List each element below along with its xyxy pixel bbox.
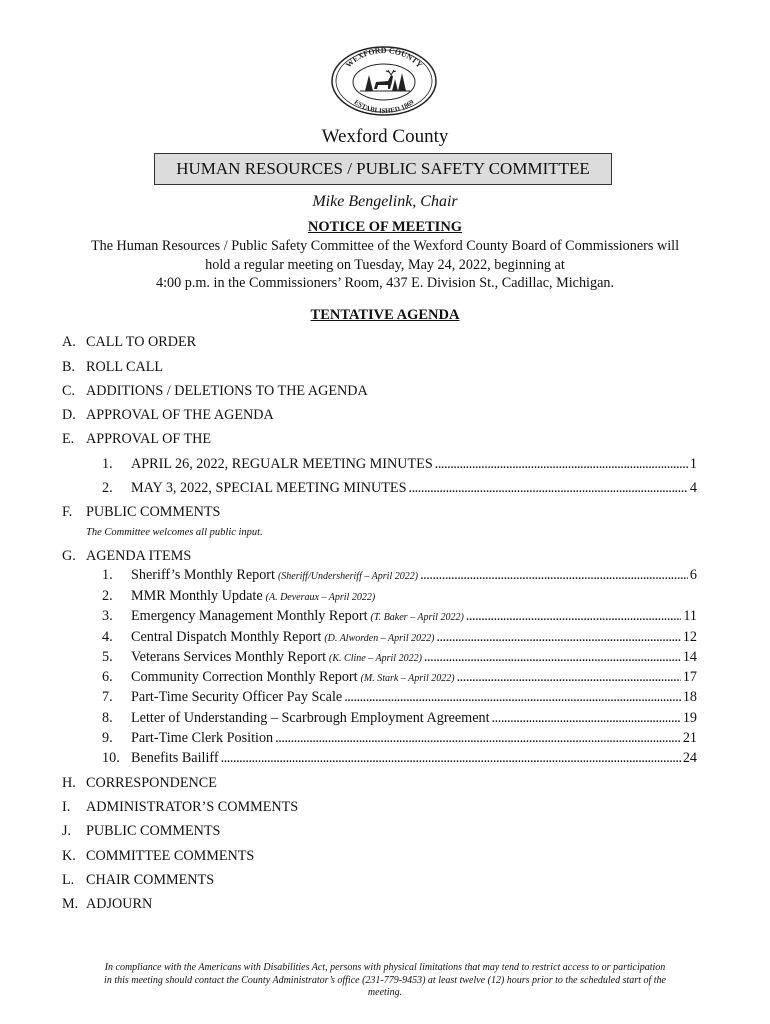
section-text: APPROVAL OF THE AGENDA [86,407,274,423]
item-line [131,689,697,706]
item-line [131,629,697,646]
section-letter: J. [62,823,72,839]
item-number: 9. [102,730,113,746]
notice-line: hold a regular meeting on Tuesday, May 24, 2022, beginning at [205,256,565,273]
item-label: Community Correction Monthly Report [131,669,358,685]
item-page: 21 [682,730,697,746]
section-letter: H. [62,775,76,791]
item-line [131,649,697,666]
leader-dots [221,750,681,767]
item-page: 6 [689,567,697,583]
section-letter: F. [62,504,73,520]
section-text: ADMINISTRATOR’S COMMENTS [86,799,299,815]
section-letter: I. [62,799,71,815]
public-comment-note: The Committee welcomes all public input. [86,527,263,538]
item-label: Central Dispatch Monthly Report [131,629,322,645]
leader-dots [424,649,681,666]
item-line [131,710,697,727]
item-line [131,567,697,584]
item-presenter: (D. Alworden – April 2022) [324,633,435,644]
item-label: Sheriff’s Monthly Report [131,567,275,583]
leader-dots [408,480,687,497]
leader-dots [492,710,681,727]
section-letter: G. [62,548,76,564]
section-letter: B. [62,359,76,375]
leader-dots [457,669,681,686]
item-number: 5. [102,649,113,665]
footer-line: In compliance with the Americans with Disabilities Act, persons with physical limitations that may tend to restrict access to or participation [104,962,666,973]
item-number: 8. [102,710,113,726]
item-presenter: (A. Deveraux – April 2022) [265,592,376,603]
footer-line: meeting. [367,987,403,998]
seal-top-text: WEXFORD COUNTY [343,45,425,70]
section-text: CHAIR COMMENTS [86,872,215,888]
section-letter: A. [62,334,76,350]
item-number: 7. [102,689,113,705]
section-text: CALL TO ORDER [86,334,197,350]
item-number: 2. [102,588,113,604]
section-text: AGENDA ITEMS [86,548,192,564]
item-number: 10. [102,750,120,766]
item-label: Part-Time Security Officer Pay Scale [131,689,343,705]
section-text: CORRESPONDENCE [86,775,217,791]
section-letter: M. [62,896,79,912]
notice-body [40,237,730,293]
item-label: APRIL 26, 2022, REGUALR MEETING MINUTES [131,456,433,472]
item-page: 14 [682,649,697,665]
item-presenter: (T. Baker – April 2022) [370,612,464,623]
section-letter: K. [62,848,76,864]
section-letter: E. [62,431,75,447]
section-text: PUBLIC COMMENTS [86,823,221,839]
item-label: Benefits Bailiff [131,750,219,766]
county-name: Wexford County [321,126,449,147]
leader-dots [436,629,680,646]
item-line [131,588,697,605]
section-text: ADJOURN [86,896,153,912]
item-number: 3. [102,608,113,624]
item-line [131,456,697,473]
footer-line: in this meeting should contact the County Administrator’s office (231-779-9453) at least twelve (12) hours prior to the scheduled start of the [104,974,666,986]
item-line [131,480,697,497]
item-label: Emergency Management Monthly Report [131,608,368,624]
item-label: Veterans Services Monthly Report [131,649,327,665]
item-presenter: (K. Cline – April 2022) [329,653,422,664]
county-seal-logo [330,45,438,117]
item-label: MMR Monthly Update [131,588,263,604]
section-text: ROLL CALL [86,359,164,375]
leader-dots [275,730,681,747]
item-line [131,750,697,767]
leader-dots [435,456,688,473]
leader-dots [420,567,688,584]
item-number: 1. [102,456,113,472]
section-letter: C. [62,383,76,399]
item-page: 11 [683,608,697,624]
item-label: Letter of Understanding – Scarbrough Employment Agreement [131,710,490,726]
ada-compliance-notice [62,962,708,1000]
item-number: 6. [102,669,113,685]
committee-title: HUMAN RESOURCES / PUBLIC SAFETY COMMITTEE [154,153,612,185]
item-presenter: (Sheriff/Undersheriff – April 2022) [277,571,419,582]
item-presenter: (M. Stark – April 2022) [360,673,455,684]
item-page: 19 [682,710,697,726]
svg-text:WEXFORD COUNTY [344,46,424,70]
section-letter: L. [62,872,75,888]
notice-line: 4:00 p.m. in the Commissioners’ Room, 437 E. Division St., Cadillac, Michigan. [155,275,615,291]
item-page: 1 [689,456,697,472]
seal-bottom-text: ESTABLISHED 1869 [352,98,416,116]
item-page: 12 [682,629,697,645]
item-line [131,730,697,747]
section-text: APPROVAL OF THE [86,431,212,447]
item-page: 4 [689,480,697,496]
section-text: ADDITIONS / DELETIONS TO THE AGENDA [86,383,368,399]
leader-dots [344,689,681,706]
item-label: MAY 3, 2022, SPECIAL MEETING MINUTES [131,480,407,496]
notice-line: The Human Resources / Public Safety Committee of the Wexford County Board of Commissioners will [90,238,680,254]
item-number: 4. [102,629,113,645]
committee-chair: Mike Bengelink, Chair [312,193,458,210]
item-number: 2. [102,480,113,496]
item-page: 24 [682,750,697,766]
item-page: 18 [682,689,697,705]
section-text: COMMITTEE COMMENTS [86,848,255,864]
item-number: 1. [102,567,113,583]
section-letter: D. [62,407,76,423]
notice-title: NOTICE OF MEETING [307,219,463,235]
leader-dots [466,608,682,625]
section-text: PUBLIC COMMENTS [86,504,221,520]
agenda-title: TENTATIVE AGENDA [310,307,460,323]
item-page: 17 [682,669,697,685]
item-label: Part-Time Clerk Position [131,730,274,746]
item-line [131,608,697,625]
item-line [131,669,697,686]
